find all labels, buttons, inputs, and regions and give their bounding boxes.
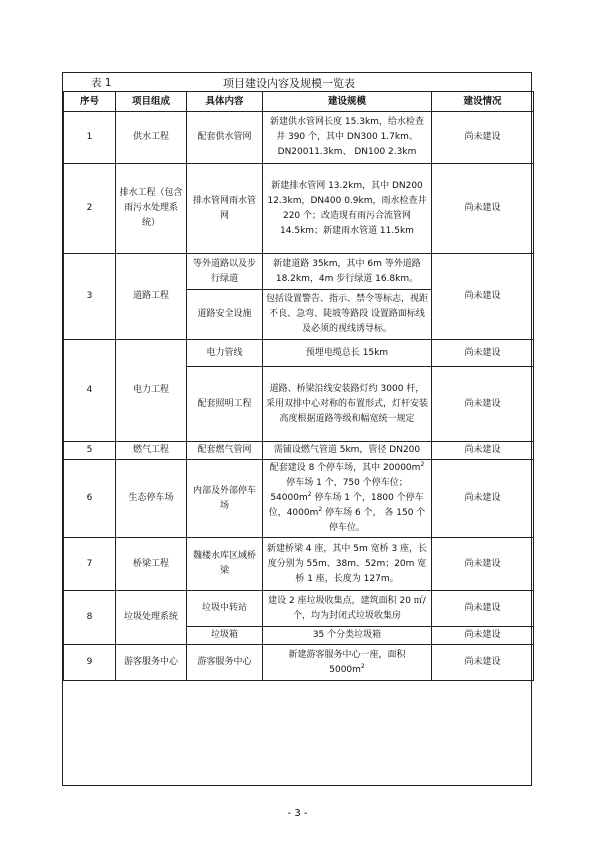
header-status: 建设情况	[432, 92, 534, 112]
row-no: 8	[64, 591, 116, 645]
row-scale: 新建供水管网长度 15.3km，给水检查井 390 个，其中 DN300 1.7km、DN20011.3km、 DN100 2.3km	[263, 112, 432, 164]
table-row	[64, 340, 534, 367]
row-no: 2	[64, 164, 116, 254]
table-row	[64, 645, 534, 681]
row-status: 尚未建设	[432, 254, 534, 340]
row-component: 垃圾处理系统	[116, 591, 187, 645]
header-scale: 建设规模	[263, 92, 432, 112]
row-content: 排水管网雨水管网	[187, 164, 263, 254]
row-status: 尚未建设	[432, 112, 534, 164]
row-no: 3	[64, 254, 116, 340]
row-status: 尚未建设	[432, 340, 534, 367]
row-content: 电力管线	[187, 340, 263, 367]
row-component: 道路工程	[116, 254, 187, 340]
table-row	[64, 442, 534, 460]
row-scale: 新建桥梁 4 座，其中 5m 宽桥 3 座，长度分别为 55m、38m、52m；20m 宽桥 1 座，长度为 127m。	[263, 538, 432, 591]
row-scale: 配套建设 8 个停车场，其中 $20000m^2$ 停车场 1 个，750 个停车位；$54000m^2$ 停车场 1 个，1800 个停车位，$4000m^2$ 停车场 6 个， 各 150 个停车位。	[263, 460, 432, 538]
project-table	[63, 91, 534, 681]
row-scale: 建设 2 座垃圾收集点，建筑面积 20 ㎡/个，均为封闭式垃圾收集房	[263, 591, 432, 627]
row-scale: 预埋电缆总长 15km	[263, 340, 432, 367]
row-content: 垃圾箱	[187, 627, 263, 645]
row-no: 5	[64, 442, 116, 460]
row-component: 供水工程	[116, 112, 187, 164]
table-row	[64, 254, 534, 290]
header-row	[64, 92, 534, 112]
row-scale: 新建游客服务中心一座，面积 $5000m^2$	[263, 645, 432, 681]
header-no: 序号	[64, 92, 116, 112]
row-component: 桥梁工程	[116, 538, 187, 591]
table-row	[64, 164, 534, 254]
row-status: 尚未建设	[432, 538, 534, 591]
table-frame	[62, 72, 532, 786]
row-content: 等外道路以及步行绿道	[187, 254, 263, 290]
row-content: 垃圾中转站	[187, 591, 263, 627]
row-status: 尚未建设	[432, 627, 534, 645]
row-scale: 新建排水管网 13.2km，其中 DN200 12.3km，DN400 0.9km，雨水检查井 220 个；改造现有雨污合流管网 14.5km；新建雨水管道 11.5km	[263, 164, 432, 254]
row-component: 电力工程	[116, 340, 187, 442]
header-component: 项目组成	[116, 92, 187, 112]
row-status: 尚未建设	[432, 164, 534, 254]
header-content: 具体内容	[187, 92, 263, 112]
row-content: 道路安全设施	[187, 290, 263, 340]
row-content: 内部及外部停车场	[187, 460, 263, 538]
row-content: 魏楼水库区域桥梁	[187, 538, 263, 591]
row-content: 游客服务中心	[187, 645, 263, 681]
row-status: 尚未建设	[432, 645, 534, 681]
row-scale: 35 个分类垃圾箱	[263, 627, 432, 645]
table-row	[64, 591, 534, 627]
row-component: 游客服务中心	[116, 645, 187, 681]
row-status: 尚未建设	[432, 460, 534, 538]
row-scale: 道路、桥梁沿线安装路灯约 3000 杆， 采用双排中心对称的布置形式，灯杆安装高度根据道路等级和幅宽统一规定	[263, 367, 432, 442]
row-scale: 包括设置警告、指示、禁令等标志，视距不良、急弯、陡坡等路段 设置路面标线及必须的视线诱导标。	[263, 290, 432, 340]
row-component: 生态停车场	[116, 460, 187, 538]
row-content: 配套燃气管网	[187, 442, 263, 460]
table-row	[64, 538, 534, 591]
row-no: 9	[64, 645, 116, 681]
table-number: 表 1	[91, 77, 112, 89]
row-status: 尚未建设	[432, 591, 534, 627]
row-component: 排水工程（包含雨污水处理系统）	[116, 164, 187, 254]
row-no: 6	[64, 460, 116, 538]
table-row	[64, 460, 534, 538]
row-content: 配套供水管网	[187, 112, 263, 164]
page-number: - 3 -	[287, 808, 308, 819]
row-component: 燃气工程	[116, 442, 187, 460]
row-no: 7	[64, 538, 116, 591]
row-no: 4	[64, 340, 116, 442]
table-row	[64, 112, 534, 164]
table-title: 项目建设内容及规模一览表	[223, 77, 355, 90]
table-caption	[63, 73, 531, 91]
row-scale: 新建道路 35km，其中 6m 等外道路 18.2km，4m 步行绿道 16.8km。	[263, 254, 432, 290]
row-no: 1	[64, 112, 116, 164]
row-scale: 需铺设燃气管道 5km，管径 DN200	[263, 442, 432, 460]
row-status: 尚未建设	[432, 442, 534, 460]
row-content: 配套照明工程	[187, 367, 263, 442]
row-status: 尚未建设	[432, 367, 534, 442]
